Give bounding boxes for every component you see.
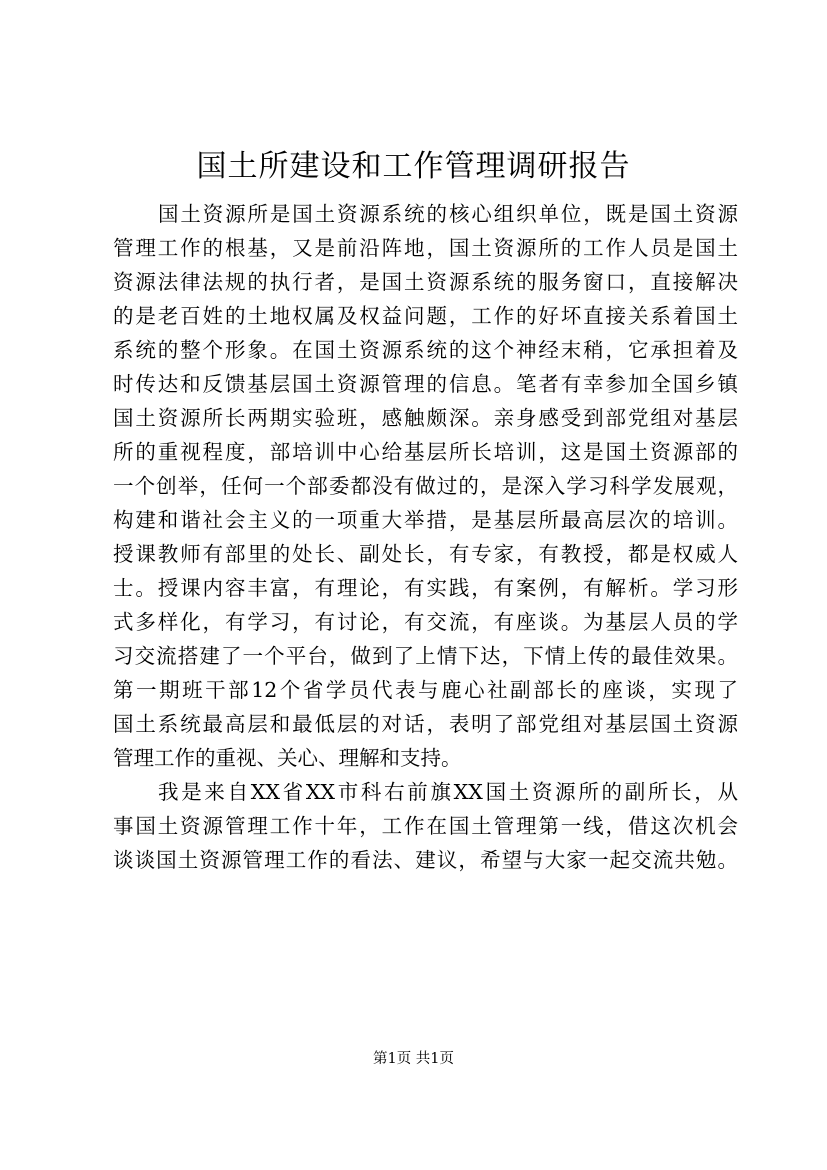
paragraph-line: 管理工作的根基，又是前沿阵地，国土资源所的工作人员是国土 [113, 236, 738, 260]
paragraph-line: 管理工作的重视、关心、理解和支持。 [113, 746, 462, 770]
paragraph-line: 一个创举，任何一个部委都没有做过的，是深入学习科学发展观， [113, 474, 738, 498]
paragraph-line: 士。授课内容丰富，有理论，有实践，有案例，有解析。学习形 [113, 576, 738, 600]
document-title: 国土所建设和工作管理调研报告 [196, 149, 631, 184]
paragraph-line: 授课教师有部里的处长、副处长，有专家，有教授，都是权威人 [113, 542, 738, 566]
paragraph-line: 国土系统最高层和最低层的对话，表明了部党组对基层国土资源 [113, 712, 738, 736]
paragraph-line: 事国土资源管理工作十年，工作在国土管理第一线，借这次机会 [113, 814, 738, 838]
paragraph-1 [113, 197, 738, 775]
paragraph-line: 国土资源所长两期实验班，感触颇深。亲身感受到部党组对基层 [113, 406, 738, 430]
paragraph-line: 的是老百姓的土地权属及权益问题，工作的好坏直接关系着国土 [113, 304, 738, 328]
paragraph-line: 所的重视程度，部培训中心给基层所长培训，这是国土资源部的 [113, 440, 738, 464]
paragraph-line: 第一期班干部12个省学员代表与鹿心社副部长的座谈，实现了 [113, 678, 738, 702]
paragraph-line: 构建和谐社会主义的一项重大举措，是基层所最高层次的培训。 [113, 508, 738, 532]
paragraph-line: 资源法律法规的执行者，是国土资源系统的服务窗口，直接解决 [113, 270, 738, 294]
paragraph-line: 谈谈国土资源管理工作的看法、建议，希望与大家一起交流共勉。 [113, 848, 738, 872]
paragraph-line: 我是来自XX省XX市科右前旗XX国土资源所的副所长，从 [158, 780, 738, 804]
page-number-footer: 第1页 共1页 [372, 1051, 455, 1067]
document-body [113, 197, 738, 877]
paragraph-line: 系统的整个形象。在国土资源系统的这个神经末稍，它承担着及 [113, 338, 738, 362]
paragraph-line: 时传达和反馈基层国土资源管理的信息。笔者有幸参加全国乡镇 [113, 372, 738, 396]
paragraph-line: 国土资源所是国土资源系统的核心组织单位，既是国土资源 [158, 202, 738, 226]
paragraph-line: 习交流搭建了一个平台，做到了上情下达，下情上传的最佳效果。 [113, 644, 738, 668]
paragraph-2 [113, 775, 738, 877]
paragraph-line: 式多样化，有学习，有讨论，有交流，有座谈。为基层人员的学 [113, 610, 738, 634]
